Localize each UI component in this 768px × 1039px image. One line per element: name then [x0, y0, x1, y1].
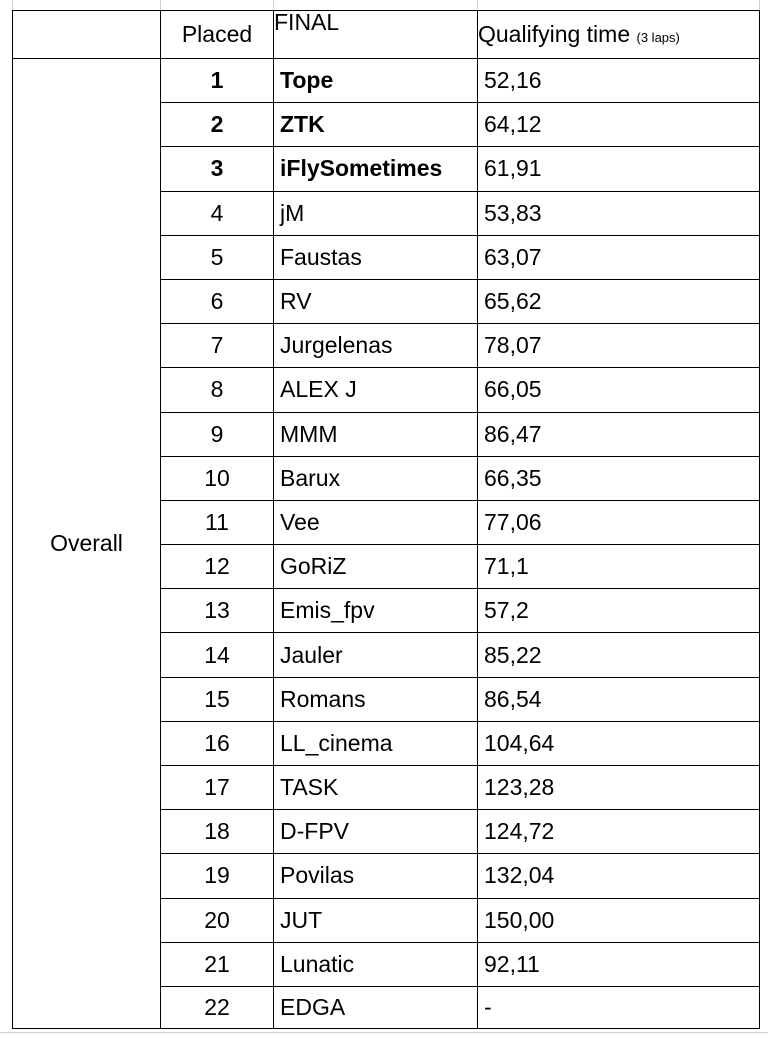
qualifying-time-cell[interactable]: - [478, 986, 760, 1028]
qualifying-time-cell[interactable]: 52,16 [478, 59, 760, 103]
qualifying-time-cell[interactable]: 71,1 [478, 545, 760, 589]
qualifying-time-cell[interactable]: 132,04 [478, 854, 760, 898]
qualifying-time-cell[interactable]: 66,05 [478, 368, 760, 412]
pilot-name-cell[interactable]: jM [274, 191, 478, 235]
place-cell[interactable]: 1 [161, 59, 274, 103]
qualifying-time-cell[interactable]: 66,35 [478, 456, 760, 500]
pilot-name-cell[interactable]: MMM [274, 412, 478, 456]
qualifying-time-cell[interactable]: 53,83 [478, 191, 760, 235]
gridline [12, 0, 13, 10]
place-cell[interactable]: 5 [161, 235, 274, 279]
pilot-name-cell[interactable]: Romans [274, 677, 478, 721]
header-time-note: (3 laps) [636, 30, 680, 45]
qualifying-time-cell[interactable]: 123,28 [478, 766, 760, 810]
pilot-name-cell[interactable]: LL_cinema [274, 721, 478, 765]
header-final[interactable]: FINAL [274, 11, 478, 59]
place-cell[interactable]: 11 [161, 500, 274, 544]
pilot-name-cell[interactable]: Barux [274, 456, 478, 500]
qualifying-time-cell[interactable]: 86,54 [478, 677, 760, 721]
qualifying-time-cell[interactable]: 104,64 [478, 721, 760, 765]
qualifying-time-cell[interactable]: 85,22 [478, 633, 760, 677]
place-cell[interactable]: 10 [161, 456, 274, 500]
qualifying-time-cell[interactable]: 63,07 [478, 235, 760, 279]
header-qualifying-time[interactable] [478, 11, 760, 59]
qualifying-time-cell[interactable]: 77,06 [478, 500, 760, 544]
place-cell[interactable]: 13 [161, 589, 274, 633]
pilot-name-cell[interactable]: ALEX J [274, 368, 478, 412]
qualifying-time-cell[interactable]: 57,2 [478, 589, 760, 633]
table-row [13, 59, 760, 103]
place-cell[interactable]: 6 [161, 279, 274, 323]
gridline [759, 0, 760, 10]
qualifying-time-cell[interactable]: 92,11 [478, 942, 760, 986]
pilot-name-cell[interactable]: TASK [274, 766, 478, 810]
gridline [477, 0, 478, 10]
pilot-name-cell[interactable]: Vee [274, 500, 478, 544]
pilot-name-cell[interactable]: Jurgelenas [274, 324, 478, 368]
gridline [273, 0, 274, 10]
pilot-name-cell[interactable]: Emis_fpv [274, 589, 478, 633]
pilot-name-cell[interactable]: JUT [274, 898, 478, 942]
pilot-name-cell[interactable]: Jauler [274, 633, 478, 677]
header-group-cell[interactable] [13, 11, 161, 59]
qualifying-time-cell[interactable]: 124,72 [478, 810, 760, 854]
place-cell[interactable]: 2 [161, 103, 274, 147]
place-cell[interactable]: 18 [161, 810, 274, 854]
place-cell[interactable]: 16 [161, 721, 274, 765]
header-time-label: Qualifying time [478, 21, 631, 47]
header-row [13, 11, 760, 59]
qualifying-time-cell[interactable]: 86,47 [478, 412, 760, 456]
pilot-name-cell[interactable]: EDGA [274, 986, 478, 1028]
pilot-name-cell[interactable]: Lunatic [274, 942, 478, 986]
gridline [160, 0, 161, 10]
pilot-name-cell[interactable]: Povilas [274, 854, 478, 898]
place-cell[interactable]: 17 [161, 766, 274, 810]
place-cell[interactable]: 14 [161, 633, 274, 677]
pilot-name-cell[interactable]: D-FPV [274, 810, 478, 854]
pilot-name-cell[interactable]: ZTK [274, 103, 478, 147]
header-placed[interactable]: Placed [161, 11, 274, 59]
group-label-cell[interactable]: Overall [13, 59, 161, 1029]
place-cell[interactable]: 21 [161, 942, 274, 986]
pilot-name-cell[interactable]: Tope [274, 59, 478, 103]
qualifying-time-cell[interactable]: 78,07 [478, 324, 760, 368]
gridline [0, 1032, 768, 1033]
place-cell[interactable]: 8 [161, 368, 274, 412]
qualifying-time-cell[interactable]: 150,00 [478, 898, 760, 942]
place-cell[interactable]: 7 [161, 324, 274, 368]
results-table [12, 10, 760, 1029]
qualifying-time-cell[interactable]: 65,62 [478, 279, 760, 323]
place-cell[interactable]: 3 [161, 147, 274, 191]
place-cell[interactable]: 19 [161, 854, 274, 898]
pilot-name-cell[interactable]: iFlySometimes [274, 147, 478, 191]
place-cell[interactable]: 20 [161, 898, 274, 942]
place-cell[interactable]: 12 [161, 545, 274, 589]
place-cell[interactable]: 9 [161, 412, 274, 456]
pilot-name-cell[interactable]: Faustas [274, 235, 478, 279]
place-cell[interactable]: 15 [161, 677, 274, 721]
place-cell[interactable]: 4 [161, 191, 274, 235]
qualifying-time-cell[interactable]: 64,12 [478, 103, 760, 147]
pilot-name-cell[interactable]: GoRiZ [274, 545, 478, 589]
pilot-name-cell[interactable]: RV [274, 279, 478, 323]
place-cell[interactable]: 22 [161, 986, 274, 1028]
qualifying-time-cell[interactable]: 61,91 [478, 147, 760, 191]
